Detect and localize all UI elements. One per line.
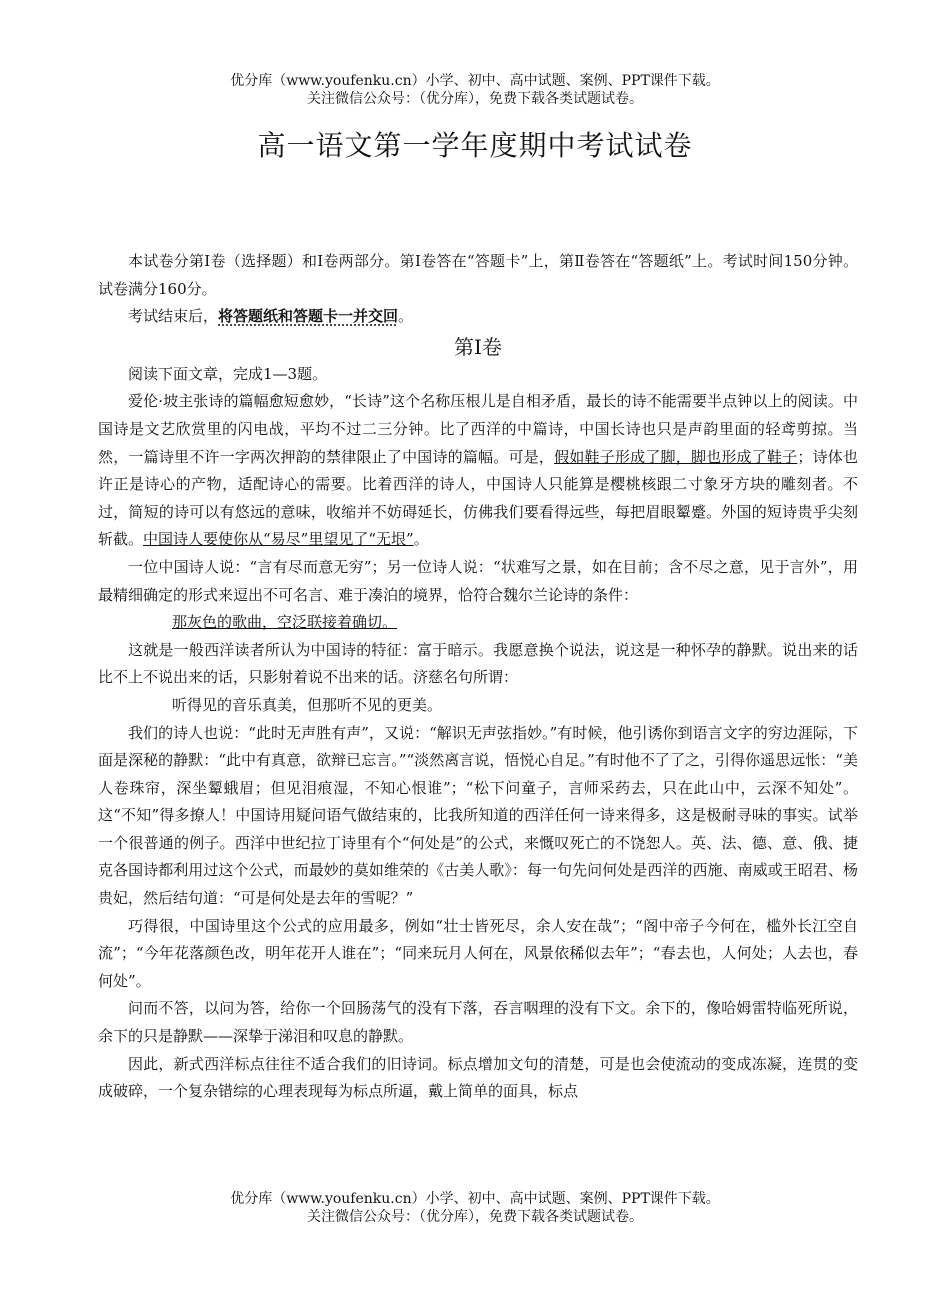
intro-paragraph-2: [98, 303, 858, 331]
emphasized-instruction: 将答题纸和答题卡一并交回: [218, 307, 399, 326]
article-text: ；诗体也许正是诗心的产物，适配诗心的需要。比着西洋的诗人，中国诗人只能算是樱桃核跟二寸象牙方块的雕刻者。不过，简短的诗可以有悠远的意味，收缩并不妨碍延长，仿佛我们要看得远些，每把眉眼颦蹙。外国的短诗贵乎尖刻斩截。: [98, 447, 858, 549]
underlined-quote: 那灰色的歌曲，空泛联接着确切。: [172, 613, 398, 632]
article-paragraph-3: 这就是一般西洋读者所认为中国诗的特征：富于暗示。我愿意换个说法，说这是一种怀孕的静默。说出来的话比不上不说出来的话，只影射着说不出来的话。济慈名句所谓：: [98, 640, 858, 687]
article-paragraph-1: [98, 388, 858, 554]
article-paragraph-7: 因此，新式西洋标点往往不适合我们的旧诗词。标点增加文句的清楚，可是也会使流动的变成冻凝，连贯的变成破碎，一个复杂错综的心理表现每为标点所逼，戴上简单的面具，标点: [98, 1054, 858, 1101]
exam-title: 高一语文第一学年度期中考试试卷: [257, 129, 693, 162]
intro-paragraph-1: 本试卷分第Ⅰ卷（选择题）和Ⅰ卷两部分。第Ⅰ卷答在“答题卡”上，第Ⅱ卷答在“答题纸”上。考试时间150分钟。试卷满分160分。: [98, 252, 858, 298]
header-line-1: 优分库（www.youfenku.cn）小学、初中、高中试题、案例、PPT课件下载。: [230, 73, 720, 89]
quote-verlaine: [98, 609, 858, 637]
article-text: 爱伦·坡主张诗的篇幅愈短愈妙，“长诗”这个名称压根儿是自相矛盾，最长的诗不能需要半点钟以上的阅读。中国诗是文艺欣赏里的闪电战，平均不过二三分钟。比了西洋的中篇诗，中国长诗也只是声韵里面的轻鸢剪掠。当然，一篇诗里不许一字两次押韵的禁律限止了中国诗的篇幅。可是，: [98, 392, 858, 466]
article-paragraph-4: 我们的诗人也说：“此时无声胜有声”，又说：“解识无声弦指妙。”有时候，他引诱你到语言文字的穷边涯际，下面是深秘的静默：“此中有真意，欲辩已忘言。”“淡然离言说，悟悦心自足。”有时他不了了之，引得你遥思远怅：“美人卷珠帘，深坐颦蛾眉；但见泪痕湿，不知心恨谁”；“松下问童子，言师采药去，只在此山中，云深不知处”。这“不知”得多撩人！中国诗用疑问语气做结束的，比我所知道的西洋任何一诗来得多，这是极耐寻味的事实。试举一个很普通的例子。西洋中世纪拉丁诗里有个“何处是”的公式，来慨叹死亡的不饶恕人。英、法、德、意、俄、捷克各国诗都利用过这个公式，而最妙的莫如维荣的《古美人歌》：每一句先问何处是西洋的西施、南威或王昭君、杨贵妃，然后结句道：“可是何处是去年的雪呢？”: [98, 723, 858, 908]
article-paragraph-5: 巧得很，中国诗里这个公式的应用最多，例如“壮士皆死尽，余人安在哉”；“阁中帝子今何在，槛外长江空自流”；“今年花落颜色改，明年花开人谁在”；“同来玩月人何在，风景依稀似去年”；“春去也，人何处；人去也，春何处”。: [98, 916, 858, 990]
page-footer: [0, 1190, 950, 1226]
footer-line-1: 优分库（www.youfenku.cn）小学、初中、高中试题、案例、PPT课件下载。: [230, 1191, 720, 1207]
section-title: 第Ⅰ卷: [454, 334, 502, 359]
header-line-2: 关注微信公众号：（优分库），免费下载各类试题试卷。: [307, 91, 643, 107]
underlined-phrase-2: 中国诗人要使你从“易尽”里望见了“无垠”: [143, 530, 414, 549]
page-header: [0, 72, 950, 108]
article-paragraph-2: 一位中国诗人说：“言有尽而意无穷”；另一位诗人说：“状难写之景，如在目前；含不尽之意，见于言外”，用最精细确定的形式来逗出不可名言、难于凑泊的境界，恰符合魏尔兰论诗的条件：: [98, 557, 858, 604]
footer-line-2: 关注微信公众号：（优分库），免费下载各类试题试卷。: [307, 1209, 643, 1225]
exam-body: [98, 248, 858, 1106]
intro-lead: 考试结束后，: [128, 307, 219, 326]
article-paragraph-6: 问而不答，以问为答，给你一个回肠荡气的没有下落，吞言咽理的没有下文。余下的，像哈姆雷特临死所说，余下的只是静默——深挚于涕泪和叹息的静默。: [98, 999, 858, 1046]
article-text: 。: [413, 530, 429, 549]
quote-keats: 听得见的音乐真美，但那听不见的更美。: [172, 695, 443, 714]
reading-instructions: 阅读下面文章，完成1—3题。: [128, 364, 328, 383]
underlined-phrase-1: 假如鞋子形成了脚，脚也形成了鞋子: [554, 447, 798, 466]
intro-end: 。: [398, 307, 414, 326]
